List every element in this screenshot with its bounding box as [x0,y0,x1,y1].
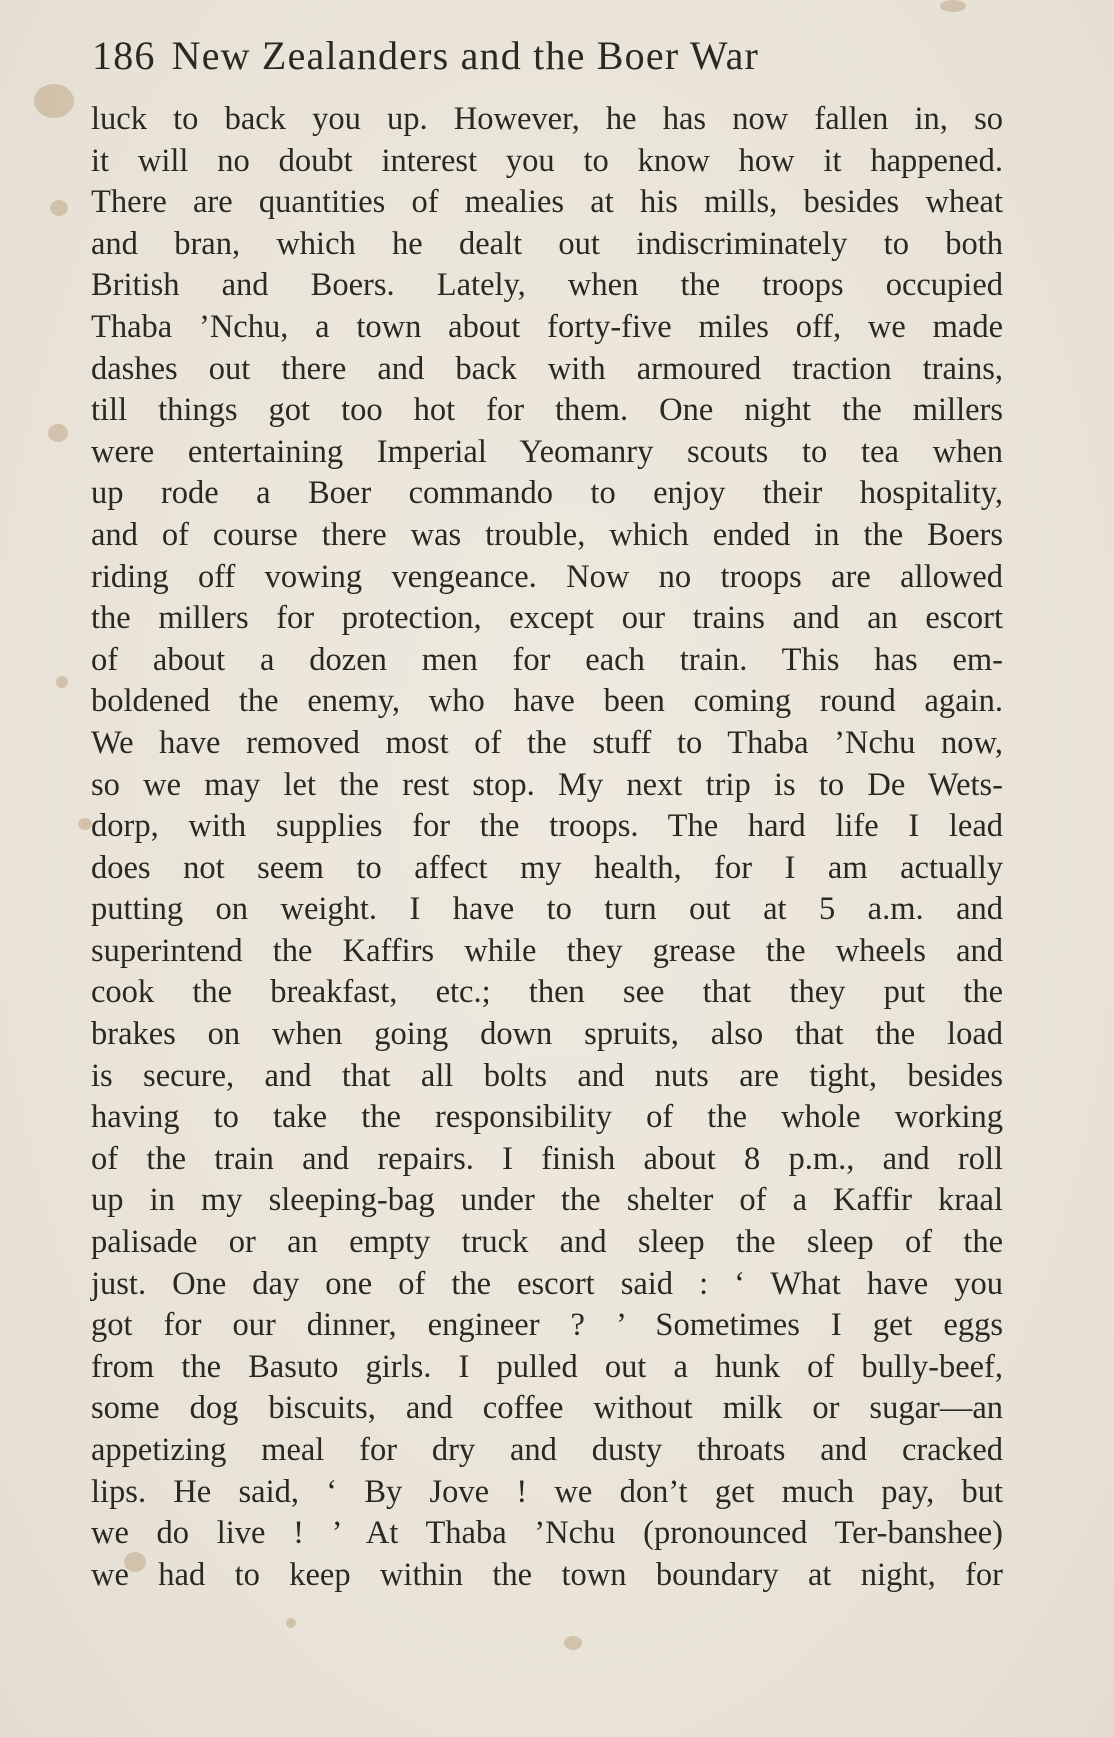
text-line: of about a dozen men for each train. This has em- [91,641,1003,678]
text-line: dashes out there and back with armoured traction trains, [91,350,1003,387]
text-line: of the train and repairs. I finish about 8 p.m., and roll [91,1140,1003,1177]
foxing-spot [78,818,92,830]
text-line: dorp, with supplies for the troops. The hard life I lead [91,808,1003,845]
text-line: luck to back you up. However, he has now fallen in, so [91,101,1003,137]
text-line: some dog biscuits, and coffee without milk or sugar—an [91,1390,1003,1427]
body-text [91,99,1003,1596]
running-header [92,28,992,84]
text-line: the millers for protection, except our trains and an escort [91,600,1003,637]
foxing-spot [940,0,966,12]
text-line: British and Boers. Lately, when the troops occupied [91,267,1003,304]
text-line: up rode a Boer commando to enjoy their hospitality, [91,475,1003,512]
running-title: New Zealanders and the Boer War [171,33,760,78]
foxing-spot [50,200,68,216]
text-line: got for our dinner, engineer ? ’ Sometimes I get eggs [91,1307,1003,1344]
text-line: we had to keep within the town boundary at night, for [91,1556,1003,1593]
text-line: We have removed most of the stuff to Thaba ’Nchu now, [91,724,1003,761]
text-line: brakes on when going down spruits, also that the load [91,1016,1003,1053]
page-number: 186 [92,33,156,78]
text-line: does not seem to affect my health, for I am actually [91,849,1003,886]
foxing-spot [286,1618,296,1628]
text-line: Thaba ’Nchu, a town about forty-five miles off, we made [91,308,1003,345]
foxing-spot [34,84,74,118]
text-line: were entertaining Imperial Yeomanry scouts to tea when [91,433,1003,470]
text-line: cook the breakfast, etc.; then see that they put the [91,974,1003,1011]
text-line: There are quantities of mealies at his mills, besides wheat [91,184,1003,221]
text-line: so we may let the rest stop. My next trip is to De Wets- [91,766,1003,803]
text-line: is secure, and that all bolts and nuts are tight, besides [91,1057,1003,1094]
text-line: it will no doubt interest you to know how it happened. [91,142,1003,179]
text-line: boldened the enemy, who have been coming round again. [91,683,1003,720]
text-line: from the Basuto girls. I pulled out a hunk of bully-beef, [91,1348,1003,1385]
text-line: till things got too hot for them. One night the millers [91,392,1003,429]
text-line: riding off vowing vengeance. Now no troops are allowed [91,558,1003,595]
text-line: we do live ! ’ At Thaba ’Nchu (pronounced Ter-banshee) [91,1515,1003,1552]
text-line: putting on weight. I have to turn out at 5 a.m. and [91,891,1003,928]
text-line: having to take the responsibility of the whole working [91,1099,1003,1136]
text-line: appetizing meal for dry and dusty throats and cracked [91,1432,1003,1468]
foxing-spot [564,1636,582,1650]
text-line: just. One day one of the escort said : ‘ What have you [91,1265,1003,1302]
text-line: and bran, which he dealt out indiscriminately to both [91,225,1003,262]
foxing-spot [48,424,68,442]
text-line: up in my sleeping-bag under the shelter of a Kaffir kraal [91,1182,1003,1219]
text-line: and of course there was trouble, which ended in the Boers [91,516,1003,553]
foxing-spot [56,676,68,688]
text-line: superintend the Kaffirs while they grease the wheels and [91,932,1003,969]
text-line: palisade or an empty truck and sleep the sleep of the [91,1224,1003,1261]
text-line: lips. He said, ‘ By Jove ! we don’t get much pay, but [91,1473,1003,1510]
